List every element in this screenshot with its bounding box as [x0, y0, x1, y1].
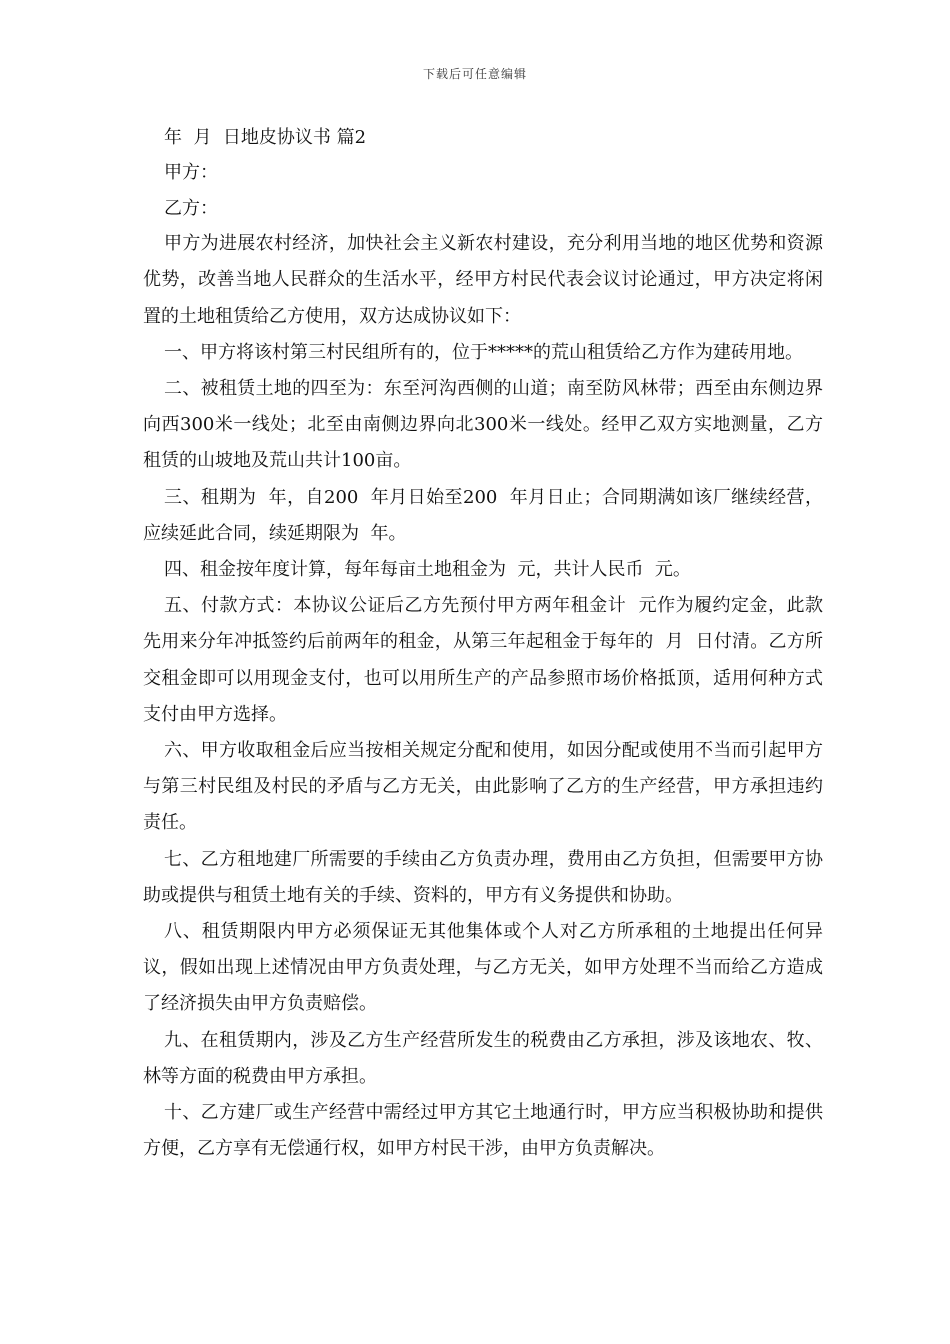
- party-a-line: 甲方：: [164, 162, 218, 184]
- document-body: [143, 120, 823, 1168]
- paragraph-clause-3: 三、租期为 年，自200 年月日始至200 年月日止；合同期满如该厂继续经营，应续延此合同，续延期限为 年。: [143, 486, 823, 544]
- header-note: 下载后可任意编辑: [422, 67, 527, 81]
- paragraph-clause-4: 四、租金按年度计算，每年每亩土地租金为 元，共计人民币 元。: [164, 559, 691, 581]
- paragraph-clause-9: 九、在租赁期内，涉及乙方生产经营所发生的税费由乙方承担，涉及该地农、牧、林等方面的税费由甲方承担。: [143, 1029, 823, 1087]
- paragraph-clause-10: 十、乙方建厂或生产经营中需经过甲方其它土地通行时，甲方应当积极协助和提供方便，乙方享有无偿通行权，如甲方村民干涉，由甲方负责解决。: [143, 1102, 823, 1160]
- paragraph-intro: 甲方为进展农村经济，加快社会主义新农村建设，充分利用当地的地区优势和资源优势，改善当地人民群众的生活水平，经甲方村民代表会议讨论通过，甲方决定将闲置的土地租赁给乙方使用，双方达成协议如下：: [143, 233, 823, 327]
- paragraph-clause-8: 八、租赁期限内甲方必须保证无其他集体或个人对乙方所承租的土地提出任何异议，假如出现上述情况由甲方负责处理，与乙方无关，如甲方处理不当而给乙方造成了经济损失由甲方负责赔偿。: [143, 921, 823, 1015]
- paragraph-clause-6: 六、甲方收取租金后应当按相关规定分配和使用，如因分配或使用不当而引起甲方与第三村民组及村民的矛盾与乙方无关，由此影响了乙方的生产经营，甲方承担违约责任。: [143, 740, 823, 834]
- paragraph-clause-7: 七、乙方租地建厂所需要的手续由乙方负责办理，费用由乙方负担，但需要甲方协助或提供与租赁土地有关的手续、资料的，甲方有义务提供和协助。: [143, 848, 823, 906]
- paragraph-clause-5: 五、付款方式：本协议公证后乙方先预付甲方两年租金计 元作为履约定金，此款先用来分年冲抵签约后前两年的租金，从第三年起租金于每年的 月 日付清。乙方所交租金即可以用现金支付，也可以用所生产的产品参照市场价格抵顶，适用何种方式支付由甲方选择。: [143, 595, 823, 725]
- paragraph-clause-1: 一、甲方将该村第三村民组所有的，位于*****的荒山租赁给乙方作为建砖用地。: [164, 341, 803, 363]
- document-title-line: 年 月 日地皮协议书 篇2: [164, 127, 367, 148]
- paragraph-clause-2: 二、被租赁土地的四至为：东至河沟西侧的山道；南至防风林带；西至由东侧边界向西300米一线处；北至由南侧边界向北300米一线处。经甲乙双方实地测量，乙方租赁的山坡地及荒山共计100亩。: [143, 378, 823, 472]
- party-b-line: 乙方：: [164, 197, 218, 219]
